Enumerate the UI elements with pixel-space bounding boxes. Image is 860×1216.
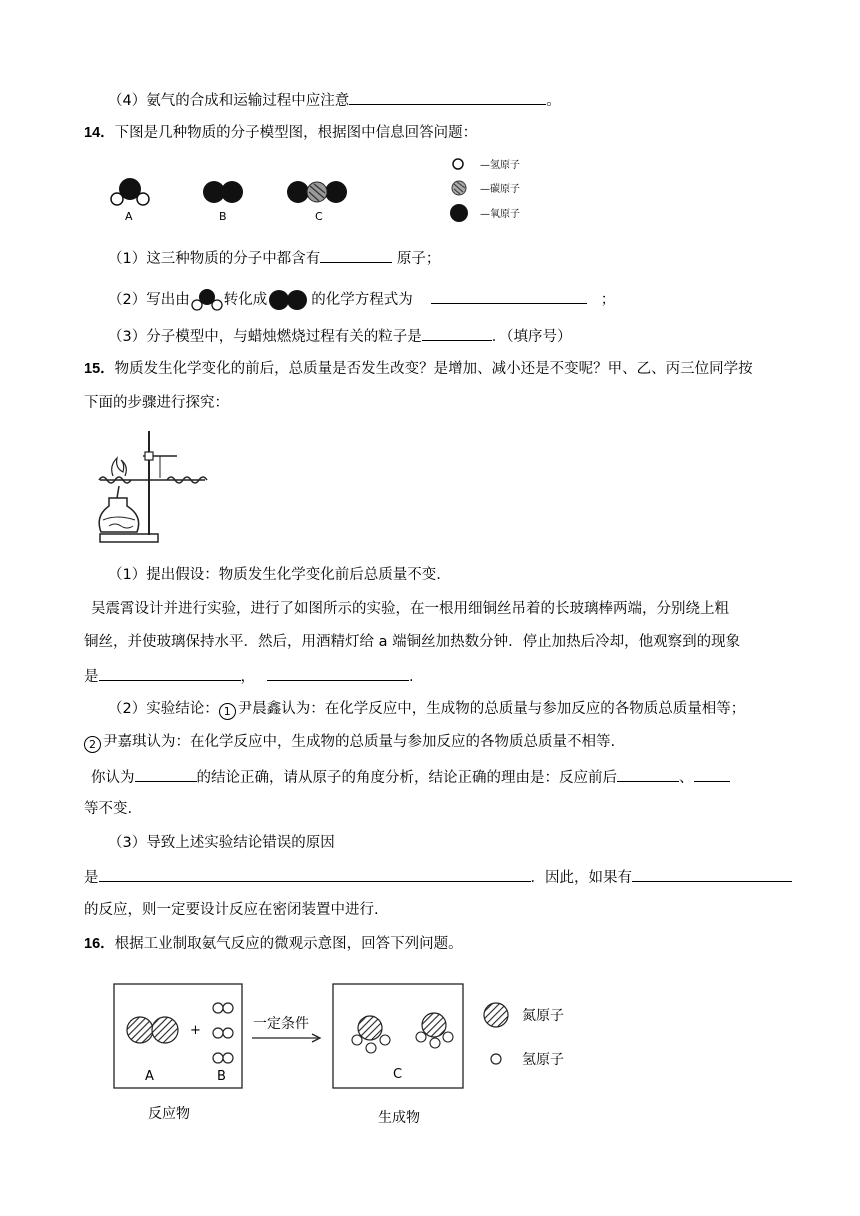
legend-nitrogen: 氮原子 [522,1008,564,1024]
atom-legend [445,155,545,225]
label-c: C [393,1067,403,1082]
answer-blank[interactable] [694,766,730,782]
q15-stem-1: 15．物质发生化学变化的前后，总质量是否发生改变？是增加、减小还是不变呢？甲、乙、丙三位同学按 [84,361,753,377]
legend-carbon: —碳原子 [480,184,520,195]
molecule-models-figure [105,172,355,224]
oxygen-atom-icon [450,204,468,222]
legend-oxygen: —氧原子 [480,209,520,220]
nitrogen-atom-icon [484,1003,508,1027]
label-b: B [219,210,227,223]
q15-p1: （1）提出假设：物质发生化学变化前后总质量不变. [108,567,441,583]
q15-p2c: 是 ， . [84,665,414,687]
answer-blank[interactable] [632,866,792,882]
condition-label: 一定条件 [253,1016,309,1032]
reactants-label: 反应物 [148,1106,190,1122]
nitrogen-atom [127,1017,153,1043]
hydrogen-atom-icon [453,159,463,169]
q15-p3b: 2 尹嘉琪认为：在化学反应中，生成物的总质量与参加反应的各物质总质量不相等. [84,732,615,753]
q15-p2a: 吴震霄设计并进行实验，进行了如图所示的实验，在一根用细铜丝吊着的长玻璃棒两端，分别绕上粗 [91,601,729,617]
q14-part1: （1）这三种物质的分子中都含有 原子； [108,247,440,269]
molecule-a [111,178,149,205]
q15-p4-end: 等不变. [84,801,133,817]
water-molecule-icon [190,288,224,312]
answer-blank[interactable] [99,866,531,882]
q16-stem: 16．根据工业制取氨气反应的微观示意图，回答下列问题。 [84,936,463,952]
legend-hydrogen: 氢原子 [522,1052,564,1068]
q15-p2b: 铜丝，并使玻璃保持水平．然后，用酒精灯给 a 端铜丝加热数分钟．停止加热后冷却，他观察到的现象 [84,634,741,650]
q15-p6: 是 ．因此，如果有 [84,866,792,888]
molecule-b [203,181,243,203]
answer-blank[interactable] [135,766,197,782]
answer-blank[interactable] [431,288,587,304]
answer-blank[interactable] [422,325,492,341]
q14-part2: （2）写出由 转化成 的化学方程式为 ； [108,288,615,312]
answer-blank[interactable] [349,89,546,105]
label-c: C [315,210,323,223]
legend-hydrogen: —氢原子 [480,160,520,171]
products-label: 生成物 [378,1110,420,1126]
answer-blank[interactable] [267,665,409,681]
svg-text:+: + [190,1023,201,1038]
q15-p7: 的反应，则一定要设计反应在密闭装置中进行. [84,902,379,918]
hydrogen-atom-icon [491,1054,501,1064]
q15-p5: （3）导致上述实验结论错误的原因 [108,835,335,851]
nitrogen-atom [152,1017,178,1043]
q15-stem-2: 下面的步骤进行探究： [84,395,229,411]
oxygen-molecule-icon [267,289,311,311]
q15-p3a: （2）实验结论： 1 尹晨鑫认为：在化学反应中，生成物的总质量与参加反应的各物质总质量相等； [108,701,746,718]
answer-blank[interactable] [617,766,679,782]
q15-p4: 你认为 的结论正确，请从原子的角度分析，结论正确的理由是：反应前后 、 [91,766,730,788]
q14-stem: 14．下图是几种物质的分子模型图，根据图中信息回答问题： [84,125,478,141]
molecule-c [287,181,347,203]
q14-part3: （3）分子模型中，与蜡烛燃烧过程有关的粒子是 ．（填序号） [108,325,571,347]
label-a: A [125,210,133,223]
label-b: B [217,1069,226,1084]
apparatus-figure [95,428,215,546]
label-a: A [145,1069,154,1084]
answer-blank[interactable] [99,665,241,681]
ammonia-reaction-diagram [100,978,600,1128]
answer-blank[interactable] [320,247,392,263]
q13-part4: （4）氨气的合成和运输过程中应注意 。 [108,89,561,111]
